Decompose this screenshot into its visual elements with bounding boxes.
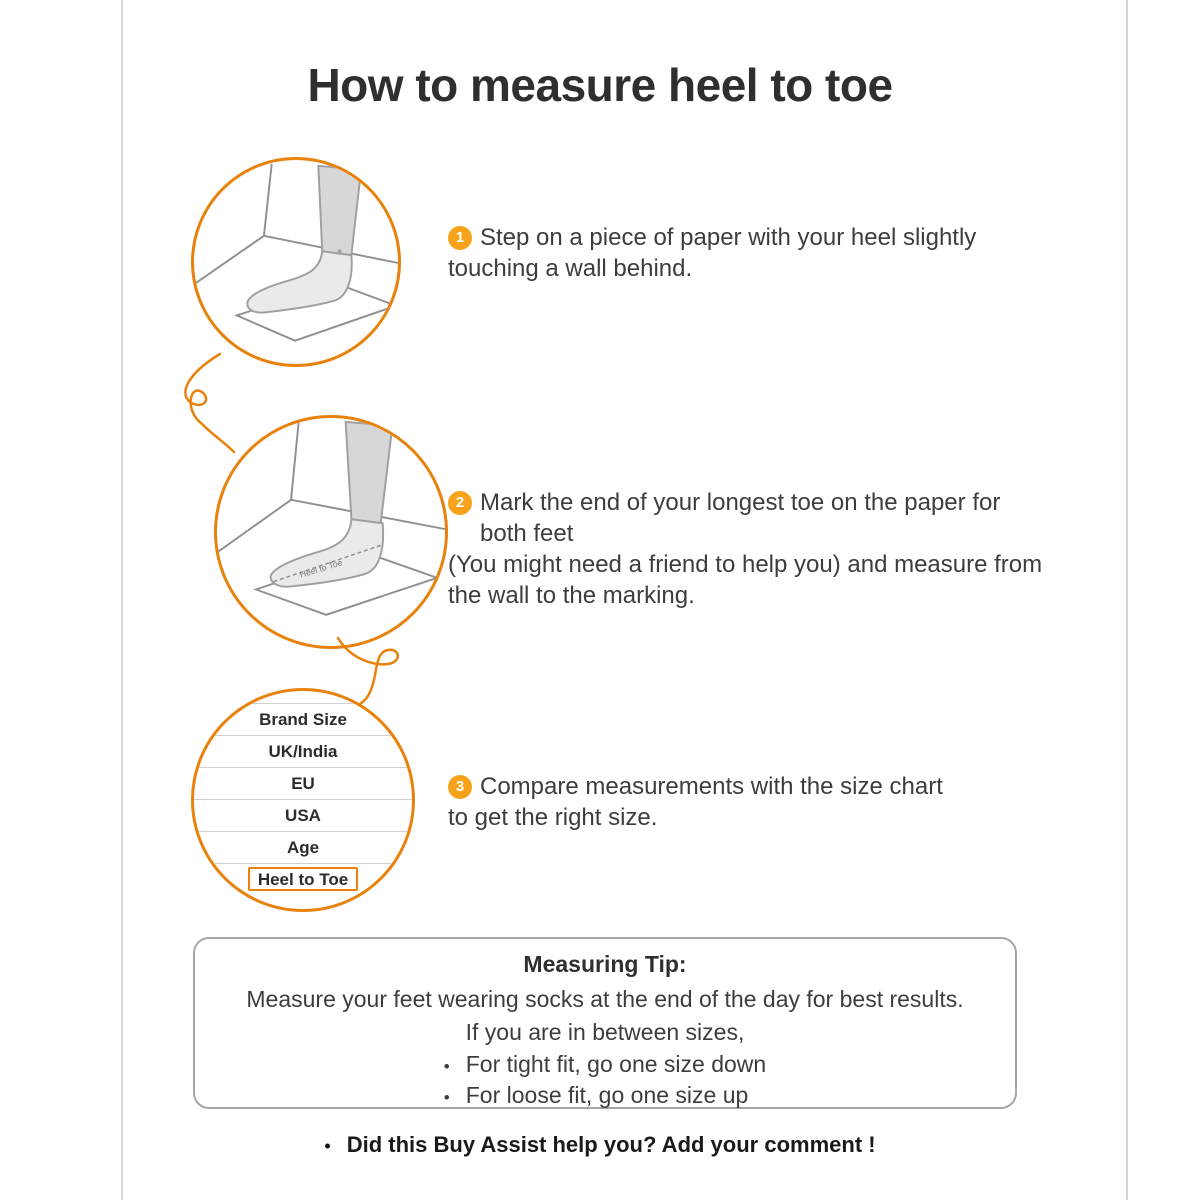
size-chart-row-brand-size: Brand Size bbox=[194, 703, 412, 736]
heel-to-toe-measure-label: Heel to Toe bbox=[298, 557, 344, 580]
size-chart-row-usa: USA bbox=[194, 800, 412, 832]
bullet-icon: • bbox=[443, 1088, 450, 1107]
tip-title: Measuring Tip: bbox=[523, 951, 687, 977]
bullet-icon: • bbox=[324, 1136, 331, 1156]
illustration-step-on-paper bbox=[191, 157, 401, 367]
step-1-text-line-2: touching a wall behind. bbox=[448, 255, 693, 282]
step-3-text-line-2: to get the right size. bbox=[448, 804, 658, 831]
step-2-text-line-1: Mark the end of your longest toe on the paper for both feet bbox=[480, 489, 1001, 547]
size-chart-row-eu: EU bbox=[194, 768, 412, 800]
tip-line-1: Measure your feet wearing socks at the end of the day for best results. bbox=[246, 986, 964, 1012]
tip-bullet-list bbox=[444, 1050, 766, 1112]
tip-bullet-loose-fit bbox=[444, 1081, 766, 1112]
tip-line-2: If you are in between sizes, bbox=[465, 1019, 745, 1045]
footer-text: Did this Buy Assist help you? Add your comment ! bbox=[346, 1132, 876, 1157]
step-1-text-line-1: Step on a piece of paper with your heel slightly bbox=[480, 224, 977, 251]
foot-on-paper-illustration bbox=[194, 160, 398, 364]
measuring-tip-box bbox=[193, 937, 1017, 1109]
size-chart-row-age: Age bbox=[194, 832, 412, 864]
step-2-text-line-2: (You might need a friend to help you) and measure from bbox=[448, 551, 1043, 578]
tip-bullet-text-1: For tight fit, go one size down bbox=[465, 1051, 767, 1077]
tip-bullet-tight-fit bbox=[444, 1050, 766, 1081]
size-chart-row-heel-to-toe bbox=[194, 864, 412, 895]
foot-marking-illustration bbox=[217, 418, 445, 646]
footer-note bbox=[0, 1132, 1200, 1158]
step-2-number-badge: 2 bbox=[448, 491, 472, 515]
connector-curl-1 bbox=[176, 352, 246, 456]
page-title: How to measure heel to toe bbox=[307, 59, 893, 111]
size-chart-circle bbox=[191, 688, 415, 912]
step-2-text-line-3: the wall to the marking. bbox=[448, 582, 695, 609]
page-left-border bbox=[121, 0, 123, 1200]
tip-bullet-text-2: For loose fit, go one size up bbox=[465, 1082, 749, 1108]
page-right-border bbox=[1126, 0, 1128, 1200]
step-3-text-line-1: Compare measurements with the size chart bbox=[480, 773, 943, 800]
bullet-icon: • bbox=[443, 1057, 450, 1076]
step-1-number-badge: 1 bbox=[448, 226, 472, 250]
heel-to-toe-highlight: Heel to Toe bbox=[248, 867, 358, 891]
size-chart bbox=[194, 703, 412, 895]
step-1 bbox=[448, 222, 1048, 284]
illustration-mark-toe bbox=[214, 415, 448, 649]
size-chart-row-uk-india: UK/India bbox=[194, 736, 412, 768]
step-2 bbox=[448, 487, 1048, 611]
step-3 bbox=[448, 771, 1048, 833]
step-3-number-badge: 3 bbox=[448, 775, 472, 799]
